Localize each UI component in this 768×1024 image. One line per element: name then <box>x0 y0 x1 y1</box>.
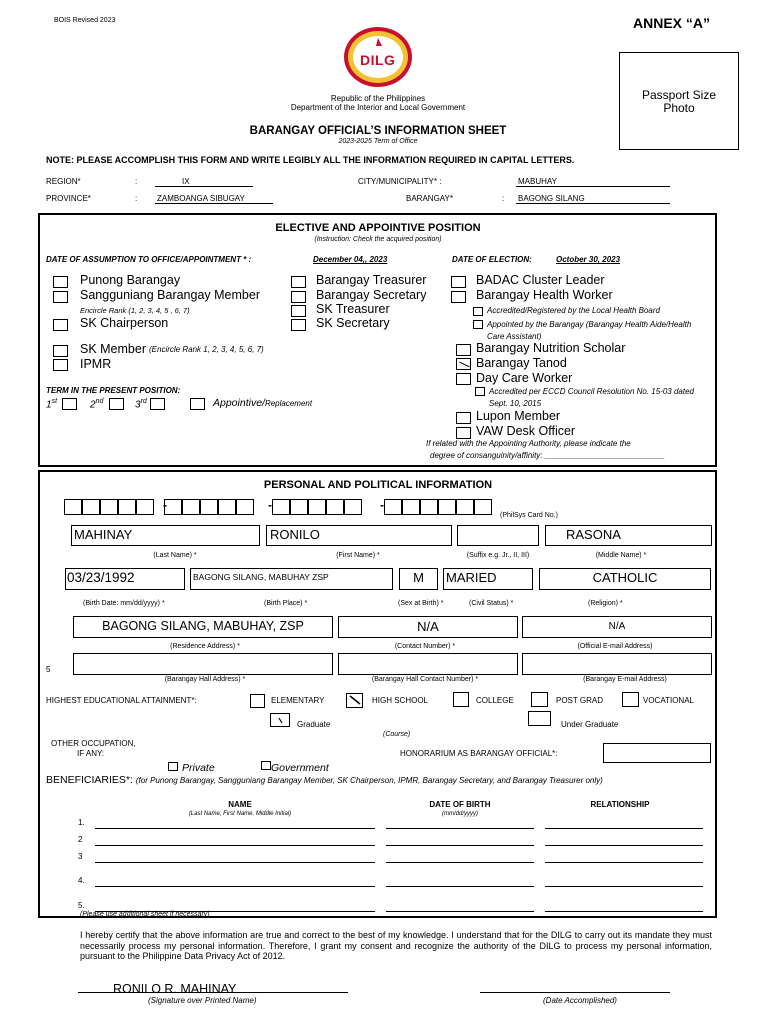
honorarium-label: HONORARIUM AS BARANGAY OFFICIAL*: <box>400 749 558 758</box>
checkbox-barangay-tanod[interactable] <box>456 358 471 370</box>
checkbox-sk-member[interactable] <box>53 345 68 357</box>
revision-label: BOIS Revised 2023 <box>54 17 116 24</box>
beneficiary-name-line[interactable] <box>95 845 375 846</box>
election-value[interactable]: October 30, 2023 <box>556 255 621 264</box>
sex-label: (Sex at Birth) * <box>398 600 444 607</box>
checkbox-eccd-accredited[interactable] <box>475 387 485 396</box>
col-name-header: NAME <box>228 800 252 809</box>
middle-name-field[interactable] <box>545 525 712 546</box>
day-care-worker-label: Day Care Worker <box>476 371 573 385</box>
checkbox-vaw-desk-officer[interactable] <box>456 427 471 439</box>
term-1-suffix: st <box>51 398 58 405</box>
checkbox-sk-treasurer[interactable] <box>291 305 306 317</box>
check-mark-icon <box>347 694 362 707</box>
middle-name-value: RASONA <box>566 527 621 542</box>
sk-chairperson-label: SK Chairperson <box>80 316 169 330</box>
barangay-line <box>516 203 670 204</box>
encircle-rank-note: Encircle Rank (1, 2, 3, 4, 5 , 6, 7) <box>80 306 190 315</box>
date-line[interactable] <box>480 992 670 993</box>
last-name-label: (Last Name) * <box>153 552 197 559</box>
bhw-label: Barangay Health Worker <box>476 288 613 302</box>
beneficiary-row-number: 3 <box>78 852 83 861</box>
election-label: DATE OF ELECTION: <box>452 255 532 264</box>
college-label: COLLEGE <box>476 696 514 705</box>
personal-title: PERSONAL AND POLITICAL INFORMATION <box>263 479 493 491</box>
beneficiary-dob-line[interactable] <box>386 845 534 846</box>
philsys-digit-cell[interactable] <box>420 499 438 515</box>
side-number: 5 <box>46 665 51 674</box>
philsys-digit-cell[interactable] <box>82 499 100 515</box>
form-title: BARANGAY OFFICIAL’S INFORMATION SHEET <box>249 125 507 137</box>
province-label: PROVINCE* <box>46 194 91 203</box>
philsys-digit-cell[interactable] <box>100 499 118 515</box>
high-school-label: HIGH SCHOOL <box>372 696 429 705</box>
checkbox-badac[interactable] <box>451 276 466 288</box>
signatory-name: RONILO R. MAHINAY <box>113 982 237 996</box>
under-graduate-label: Under Graduate <box>561 720 619 729</box>
beneficiaries-text: BENEFICIARIES*: <box>46 774 133 786</box>
residence-label: (Residence Address) * <box>170 643 240 650</box>
checkbox-barangay-secretary[interactable] <box>291 291 306 303</box>
position-title: ELECTIVE AND APPOINTIVE POSITION <box>275 222 481 234</box>
suffix-field[interactable] <box>457 525 539 546</box>
philsys-digit-cell[interactable] <box>182 499 200 515</box>
annex-label: ANNEX “A” <box>633 15 711 31</box>
civil-status-field[interactable] <box>443 568 533 590</box>
private-label: Private <box>182 762 215 774</box>
assumption-value[interactable]: December 04,, 2023 <box>313 255 388 264</box>
graduate-label: Graduate <box>297 720 331 729</box>
region-label: REGION* <box>46 177 81 186</box>
hall-contact-field[interactable] <box>338 653 518 675</box>
term-2-number: 2 <box>90 399 96 411</box>
checkbox-ipmr[interactable] <box>53 359 68 371</box>
hall-email-label: (Barangay E-mail Address) <box>583 676 667 683</box>
term-3-number: 3 <box>135 399 141 411</box>
sb-member-label: Sangguniang Barangay Member <box>80 288 260 302</box>
checkbox-college[interactable] <box>453 692 469 707</box>
term-1-label <box>46 398 57 410</box>
republic-text: Republic of the Philippines <box>330 94 426 103</box>
bhw-appointed-label: Appointed by the Barangay (Barangay Health Aide/Health Care Assistant) <box>487 320 692 341</box>
beneficiary-row-number: 1. <box>78 818 85 827</box>
term-2-suffix: nd <box>95 398 104 405</box>
if-any-label: IF ANY: <box>77 749 105 758</box>
beneficiary-row-number: 2 <box>78 835 83 844</box>
contact-number-label: (Contact Number) * <box>394 643 456 650</box>
checkbox-term-1[interactable] <box>62 398 77 410</box>
birth-date-field[interactable] <box>65 568 185 590</box>
related-note: If related with the Appointing Authority, please indicate the <box>426 439 631 448</box>
vocational-label: VOCATIONAL <box>643 696 694 705</box>
nutrition-scholar-label: Barangay Nutrition Scholar <box>476 341 626 355</box>
col-dob-sub: (mm/dd/yyyy) <box>442 811 478 817</box>
beneficiary-dob-line[interactable] <box>386 828 534 829</box>
date-label: (Date Accomplished) <box>543 996 617 1005</box>
religion-field[interactable] <box>539 568 711 590</box>
checkbox-term-2[interactable] <box>109 398 124 410</box>
term-2-label <box>90 398 103 410</box>
civil-status-value: MARIED <box>446 570 497 585</box>
photo-label: Passport Size Photo <box>641 88 717 115</box>
barangay-colon: : <box>502 194 505 203</box>
philsys-digit-cell[interactable] <box>326 499 344 515</box>
checkbox-elementary[interactable] <box>250 694 265 708</box>
beneficiaries-label <box>46 774 603 786</box>
philsys-digit-cell[interactable] <box>344 499 362 515</box>
first-name-label: (First Name) * <box>336 552 380 559</box>
philsys-digit-cell[interactable] <box>290 499 308 515</box>
lupon-member-label: Lupon Member <box>476 409 561 423</box>
checkbox-high-school[interactable] <box>346 693 363 708</box>
beneficiary-relationship-line[interactable] <box>545 886 703 887</box>
col-name-sub: (Last Name, First Name, Middle Initial) <box>188 811 292 817</box>
educ-label: HIGHEST EDUCATIONAL ATTAINMENT*: <box>46 696 197 705</box>
province-value[interactable]: ZAMBOANGA SIBUGAY <box>157 194 245 203</box>
philsys-digit-cell[interactable] <box>236 499 254 515</box>
birth-place-value: BAGONG SILANG, MABUHAY ZSP <box>193 572 329 582</box>
signature-line[interactable] <box>78 992 348 993</box>
philsys-dash: - <box>268 498 272 512</box>
city-label: CITY/MUNICIPALITY* : <box>358 177 442 186</box>
official-email-field[interactable] <box>522 616 712 638</box>
birth-place-field[interactable] <box>190 568 393 590</box>
philsys-digit-cell[interactable] <box>218 499 236 515</box>
checkbox-sk-chairperson[interactable] <box>53 319 68 331</box>
philsys-digit-cell[interactable] <box>402 499 420 515</box>
passport-photo-box[interactable] <box>619 52 739 150</box>
checkbox-sk-secretary[interactable] <box>291 319 306 331</box>
philsys-digit-cell[interactable] <box>474 499 492 515</box>
beneficiary-row-number: 5. <box>78 901 85 910</box>
course-label: (Course) <box>383 731 411 738</box>
province-colon: : <box>135 194 138 203</box>
beneficiary-dob-line[interactable] <box>386 862 534 863</box>
beneficiary-row-number: 4. <box>78 876 85 885</box>
residence-address-value: BAGONG SILANG, MABUHAY, ZSP <box>102 619 304 633</box>
birth-date-value: 03/23/1992 <box>67 570 135 585</box>
suffix-label: (Suffix e.g. Jr., II, III) <box>466 552 530 559</box>
residence-address-field[interactable] <box>73 616 333 638</box>
term-1-number: 1 <box>46 399 52 411</box>
additional-sheet-note: (Please use additional sheet if necessary) <box>80 911 210 918</box>
capital-letters-note: NOTE: PLEASE ACCOMPLISH THIS FORM AND WRITE LEGIBLY ALL THE INFORMATION REQUIRED IN CAPITAL LETTERS. <box>46 155 575 165</box>
sex-field[interactable] <box>399 568 438 590</box>
government-label: Government <box>271 762 329 774</box>
first-name-field[interactable] <box>266 525 452 546</box>
checkbox-nutrition-scholar[interactable] <box>456 344 471 356</box>
sex-value: M <box>413 570 424 585</box>
post-grad-label: POST GRAD <box>556 696 603 705</box>
hall-contact-label: (Barangay Hall Contact Number) * <box>371 676 479 683</box>
appointive-label <box>213 397 312 409</box>
beneficiary-relationship-line[interactable] <box>545 911 703 912</box>
barangay-tanod-label: Barangay Tanod <box>476 356 567 370</box>
graduate-check-icon <box>271 714 289 726</box>
replacement-text: Replacement <box>264 399 313 408</box>
region-value[interactable]: IX <box>182 177 190 186</box>
philsys-digit-cell[interactable] <box>64 499 82 515</box>
beneficiary-dob-line[interactable] <box>386 911 534 912</box>
region-line <box>155 186 253 187</box>
beneficiaries-note: (for Punong Barangay, Sangguniang Barangay Member, SK Chairperson, IPMR, Barangay Secretary, and Barangay Treasurer only) <box>135 776 603 785</box>
badac-label: BADAC Cluster Leader <box>476 273 605 287</box>
philsys-digit-cell[interactable] <box>308 499 326 515</box>
ipmr-label: IPMR <box>80 357 112 371</box>
checkbox-private[interactable] <box>168 762 178 771</box>
checkbox-bhw-appointed[interactable] <box>473 320 483 329</box>
city-line <box>516 186 670 187</box>
sk-treasurer-label: SK Treasurer <box>316 302 390 316</box>
appointive-text: Appointive/ <box>213 397 265 409</box>
sk-secretary-label: SK Secretary <box>316 316 390 330</box>
beneficiary-relationship-line[interactable] <box>545 862 703 863</box>
philsys-dash: - <box>163 498 167 512</box>
philsys-digit-cell[interactable] <box>136 499 154 515</box>
beneficiary-relationship-line[interactable] <box>545 828 703 829</box>
checkbox-sb-member[interactable] <box>53 291 68 303</box>
official-email-value: N/A <box>608 621 626 632</box>
position-instruction: (Instruction: Check the acquired position) <box>314 236 442 243</box>
philsys-digit-cell[interactable] <box>272 499 290 515</box>
city-value[interactable]: MABUHAY <box>518 177 557 186</box>
checkbox-lupon-member[interactable] <box>456 412 471 424</box>
barangay-value[interactable]: BAGONG SILANG <box>518 194 585 203</box>
barangay-label: BARANGAY* <box>406 194 453 203</box>
signature-label: (Signature over Printed Name) <box>148 996 257 1005</box>
checkbox-barangay-treasurer[interactable] <box>291 276 306 288</box>
hall-email-field[interactable] <box>522 653 712 675</box>
philsys-label: (PhilSys Card No.) <box>500 512 558 519</box>
first-name-value: RONILO <box>270 527 320 542</box>
checkbox-graduate[interactable] <box>270 713 290 727</box>
beneficiary-dob-line[interactable] <box>386 886 534 887</box>
civil-status-label: (Civil Status) * <box>469 600 514 607</box>
hall-address-field[interactable] <box>73 653 333 675</box>
term-3-suffix: rd <box>140 398 147 405</box>
checkbox-under-graduate[interactable] <box>528 711 551 726</box>
province-line <box>155 203 273 204</box>
suffix-value <box>458 526 538 528</box>
checkbox-government[interactable] <box>261 761 271 770</box>
term-label: TERM IN THE PRESENT POSITION: <box>46 386 181 395</box>
religion-value: CATHOLIC <box>592 570 658 585</box>
checkbox-post-grad[interactable] <box>531 692 548 707</box>
philsys-dash: - <box>380 498 384 512</box>
checkbox-day-care-worker[interactable] <box>456 373 471 385</box>
middle-name-label: (Middle Name) * <box>595 552 647 559</box>
honorarium-field[interactable] <box>603 743 711 763</box>
checkbox-vocational[interactable] <box>622 692 639 707</box>
birth-date-label: (Birth Date: mm/dd/yyyy) * <box>83 600 165 607</box>
vaw-desk-officer-label: VAW Desk Officer <box>476 424 576 438</box>
elementary-label: ELEMENTARY <box>271 696 325 705</box>
consanguinity-field[interactable]: degree of consanguinity/affinity: ___________________________ <box>430 451 665 460</box>
last-name-value: MAHINAY <box>74 527 133 542</box>
philsys-digit-cell[interactable] <box>200 499 218 515</box>
beneficiary-name-line[interactable] <box>95 828 375 829</box>
philsys-digit-cell[interactable] <box>384 499 402 515</box>
col-dob-header: DATE OF BIRTH <box>429 800 491 809</box>
last-name-field[interactable] <box>71 525 260 546</box>
checkbox-punong-barangay[interactable] <box>53 276 68 288</box>
term-subtitle: 2023-2025 Term of Office <box>338 138 418 145</box>
dilg-logo-text: DILG <box>360 52 396 68</box>
philsys-digit-cell[interactable] <box>456 499 474 515</box>
barangay-treasurer-label: Barangay Treasurer <box>316 273 427 287</box>
checkbox-bhw[interactable] <box>451 291 466 303</box>
beneficiary-relationship-line[interactable] <box>545 845 703 846</box>
checkbox-term-3[interactable] <box>150 398 165 410</box>
philsys-digit-cell[interactable] <box>118 499 136 515</box>
beneficiary-name-line[interactable] <box>95 886 375 887</box>
checkbox-appointive[interactable] <box>190 398 205 410</box>
term-3-label <box>135 398 147 410</box>
religion-label: (Religion) * <box>588 600 623 607</box>
philsys-digit-cell[interactable] <box>438 499 456 515</box>
other-occupation-label: OTHER OCCUPATION, <box>51 739 136 748</box>
bhw-accredited-label: Accredited/Registered by the Local Health Board <box>487 306 660 315</box>
eccd-accredited-label: Accredited per ECCD Council Resolution No. 15-03 dated Sept. 10, 2015 <box>489 387 694 408</box>
col-rel-header: RELATIONSHIP <box>590 800 650 809</box>
contact-number-field[interactable] <box>338 616 518 638</box>
certification-text: I hereby certify that the above information are true and correct to the best of my knowledge. I understand that for the DILG to carry out its mandate they must necessarily process my personal information. Therefore, I grant my consent and recognize the authority of the DILG to process my personal information, pursuant to the Philippine Data Privacy Act of 2012. <box>80 930 712 961</box>
barangay-secretary-label: Barangay Secretary <box>316 288 427 302</box>
birth-place-label: (Birth Place) * <box>264 600 308 607</box>
assumption-label: DATE OF ASSUMPTION TO OFFICE/APPOINTMENT * : <box>46 255 252 264</box>
sk-member-label: SK Member <box>80 342 146 356</box>
checkbox-bhw-accredited[interactable] <box>473 307 483 316</box>
punong-barangay-label: Punong Barangay <box>80 273 181 287</box>
region-colon: : <box>135 177 138 186</box>
contact-number-value: N/A <box>417 619 439 634</box>
hall-address-label: (Barangay Hall Address) * <box>164 676 246 683</box>
sk-member-rank-note: (Encircle Rank 1, 2, 3, 4, 5, 6, 7) <box>149 345 264 354</box>
beneficiary-name-line[interactable] <box>95 862 375 863</box>
department-text: Department of the Interior and Local Government <box>290 103 466 112</box>
official-email-label: (Official E-mail Address) <box>577 643 653 650</box>
